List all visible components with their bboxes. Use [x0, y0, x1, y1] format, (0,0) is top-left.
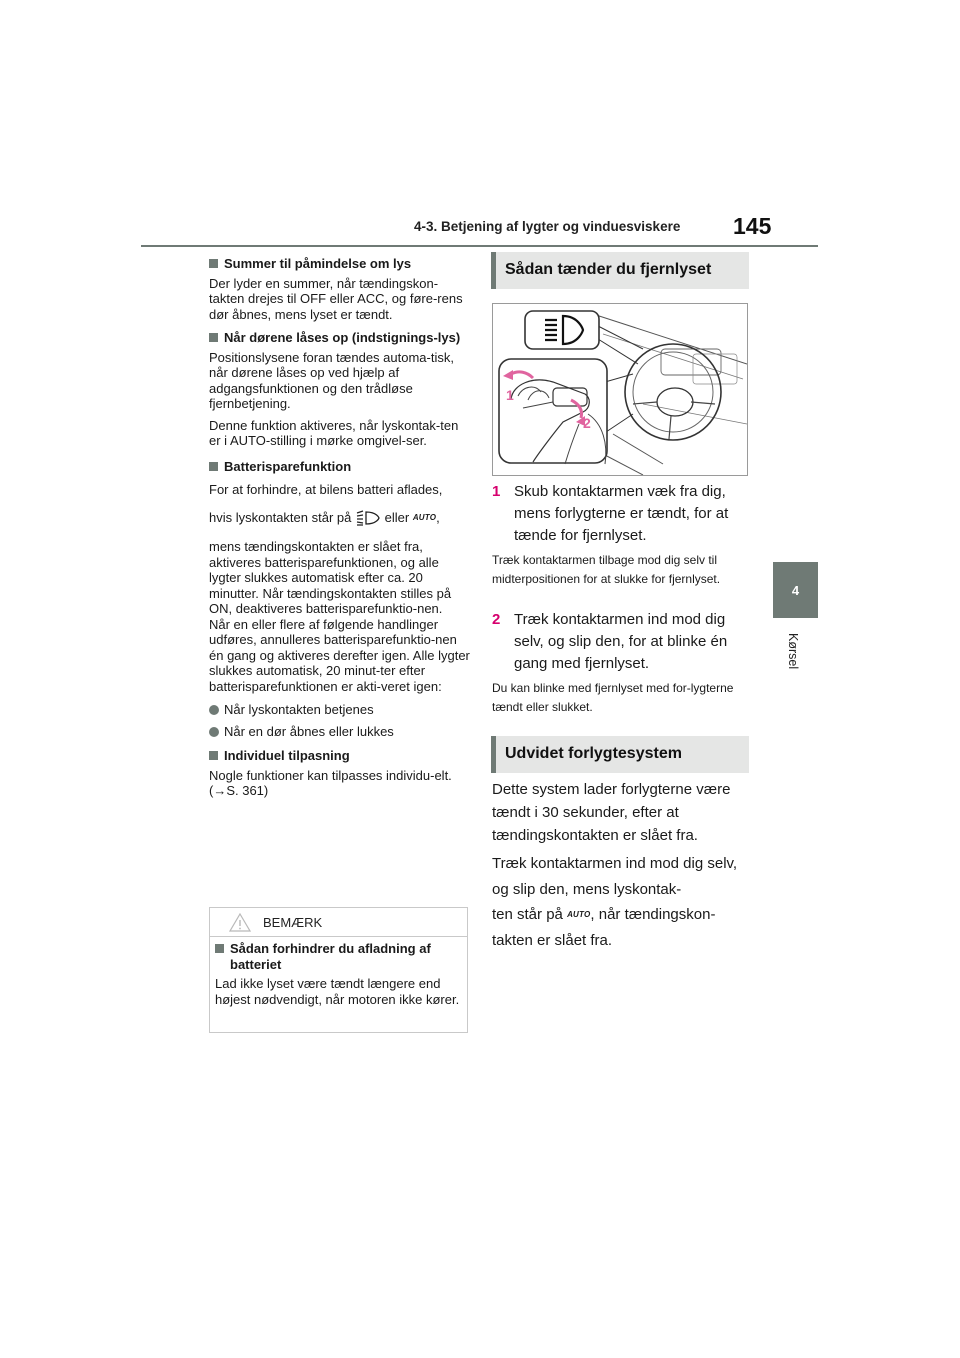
left-column: [209, 256, 470, 799]
auto-icon: AUTO: [412, 512, 437, 522]
low-beam-icon: [355, 510, 381, 530]
warning-icon: [229, 913, 251, 937]
note-title: Sådan forhindrer du afladning af batteriet: [215, 941, 463, 972]
section-band-extended-headlights: Udvidet forlygtesystem: [491, 736, 749, 773]
square-bullet-icon: [215, 944, 224, 953]
step-text: Træk kontaktarmen ind mod dig selv, og slip den, for at blinke én gang med fjernlyset.: [514, 611, 728, 672]
note-box: [209, 907, 468, 1033]
section-heading: Summer til påmindelse om lys: [209, 256, 470, 272]
note-label: BEMÆRK: [263, 915, 323, 930]
paragraph-with-icon: Træk kontaktarmen ind mod dig selv, og slip den, mens lyskontak- ten står på AUTO, når tændingskon- takten er slået fra.: [492, 855, 738, 949]
step-2: [492, 609, 754, 717]
paragraph: Dette system lader forlygterne være tændt i 30 sekunder, efter at tændingskontakten er slået fra.: [492, 781, 731, 844]
figure-label-1: 1: [506, 387, 514, 403]
auto-icon: AUTO: [567, 910, 591, 919]
step-1: [492, 481, 754, 589]
square-bullet-icon: [209, 333, 218, 342]
square-bullet-icon: [209, 259, 218, 268]
step-note: Du kan blinke med fjernlyset med for-lygterne tændt eller slukket.: [492, 681, 734, 714]
lever-illustration: [492, 303, 748, 476]
chapter-label: Kørsel: [786, 633, 800, 670]
square-bullet-icon: [209, 462, 218, 471]
step-number: 1: [492, 483, 501, 500]
chapter-tab: [773, 562, 818, 618]
header-rule: [141, 245, 818, 247]
step-note: Træk kontaktarmen tilbage mod dig selv til midterpositionen for at slukke for fjernlyset.: [492, 553, 721, 586]
section-heading: Individuel tilpasning: [209, 748, 470, 764]
bullet-icon: [209, 705, 219, 715]
square-bullet-icon: [209, 751, 218, 760]
steering-lever-drawing: [493, 304, 747, 475]
paragraph: Der lyder en summer, når tændingskon-takten drejes til OFF eller ACC, og føre-rens dør åbnes, mens lyset er tændt.: [209, 275, 463, 322]
chapter-number: 4: [791, 582, 800, 598]
step-number: 2: [492, 611, 501, 628]
paragraph-with-icons: hvis lyskontakten står på eller AUTO,: [209, 510, 470, 530]
paragraph: Positionslysene foran tændes automa-tisk, når dørene låses op ved hjælp af adgangsfunktionen og den trådløse fjernbetjening.: [209, 349, 454, 411]
section-band-high-beam: Sådan tænder du fjernlyset: [491, 252, 749, 289]
section-heading: Når dørene låses op (indstignings-lys): [209, 330, 470, 346]
page-number: 145: [733, 213, 772, 239]
paragraph: mens tændingskontakten er slået fra, aktiveres batterisparefunktionen, og alle lygter slukkes automatisk efter ca. 20 minutter. Når tændingskontakten stilles på ON, deaktiveres batterisparefunktio-nen.: [209, 539, 452, 616]
step-text: Skub kontaktarmen væk fra dig, mens forlygterne er tændt, for at tænde for fjernlyset.: [514, 483, 729, 544]
bullet-icon: [209, 727, 219, 737]
note-body: Lad ikke lyset være tændt længere end højest nødvendigt, når motoren ikke kører.: [215, 976, 460, 1007]
note-header: [210, 908, 467, 937]
figure-label-2: 2: [583, 415, 591, 431]
note-content: [215, 941, 463, 1007]
paragraph: Nogle funktioner kan tilpasses individu-elt. (→S. 361): [209, 767, 452, 798]
paragraph: Denne funktion aktiveres, når lyskontak-ten er i AUTO-stilling i mørke omgivel-ser.: [209, 417, 459, 448]
section-title: 4-3. Betjening af lygter og vinduesviskere: [414, 219, 681, 234]
paragraph: Når en eller flere af følgende handlinger udføres, annulleres batterisparefunktio-nen én gang og aktiveres derefter igen. Alle lygter slukkes automatisk, 20 minut-ter efter batterisparefunktionen er akti-veret igen:: [209, 616, 470, 694]
list-item: Når en dør åbnes eller lukkes: [209, 724, 470, 740]
section-heading: Batterisparefunktion: [209, 459, 470, 475]
paragraph: For at forhindre, at bilens batteri aflades,: [209, 482, 443, 497]
list-item: Når lyskontakten betjenes: [209, 702, 470, 718]
